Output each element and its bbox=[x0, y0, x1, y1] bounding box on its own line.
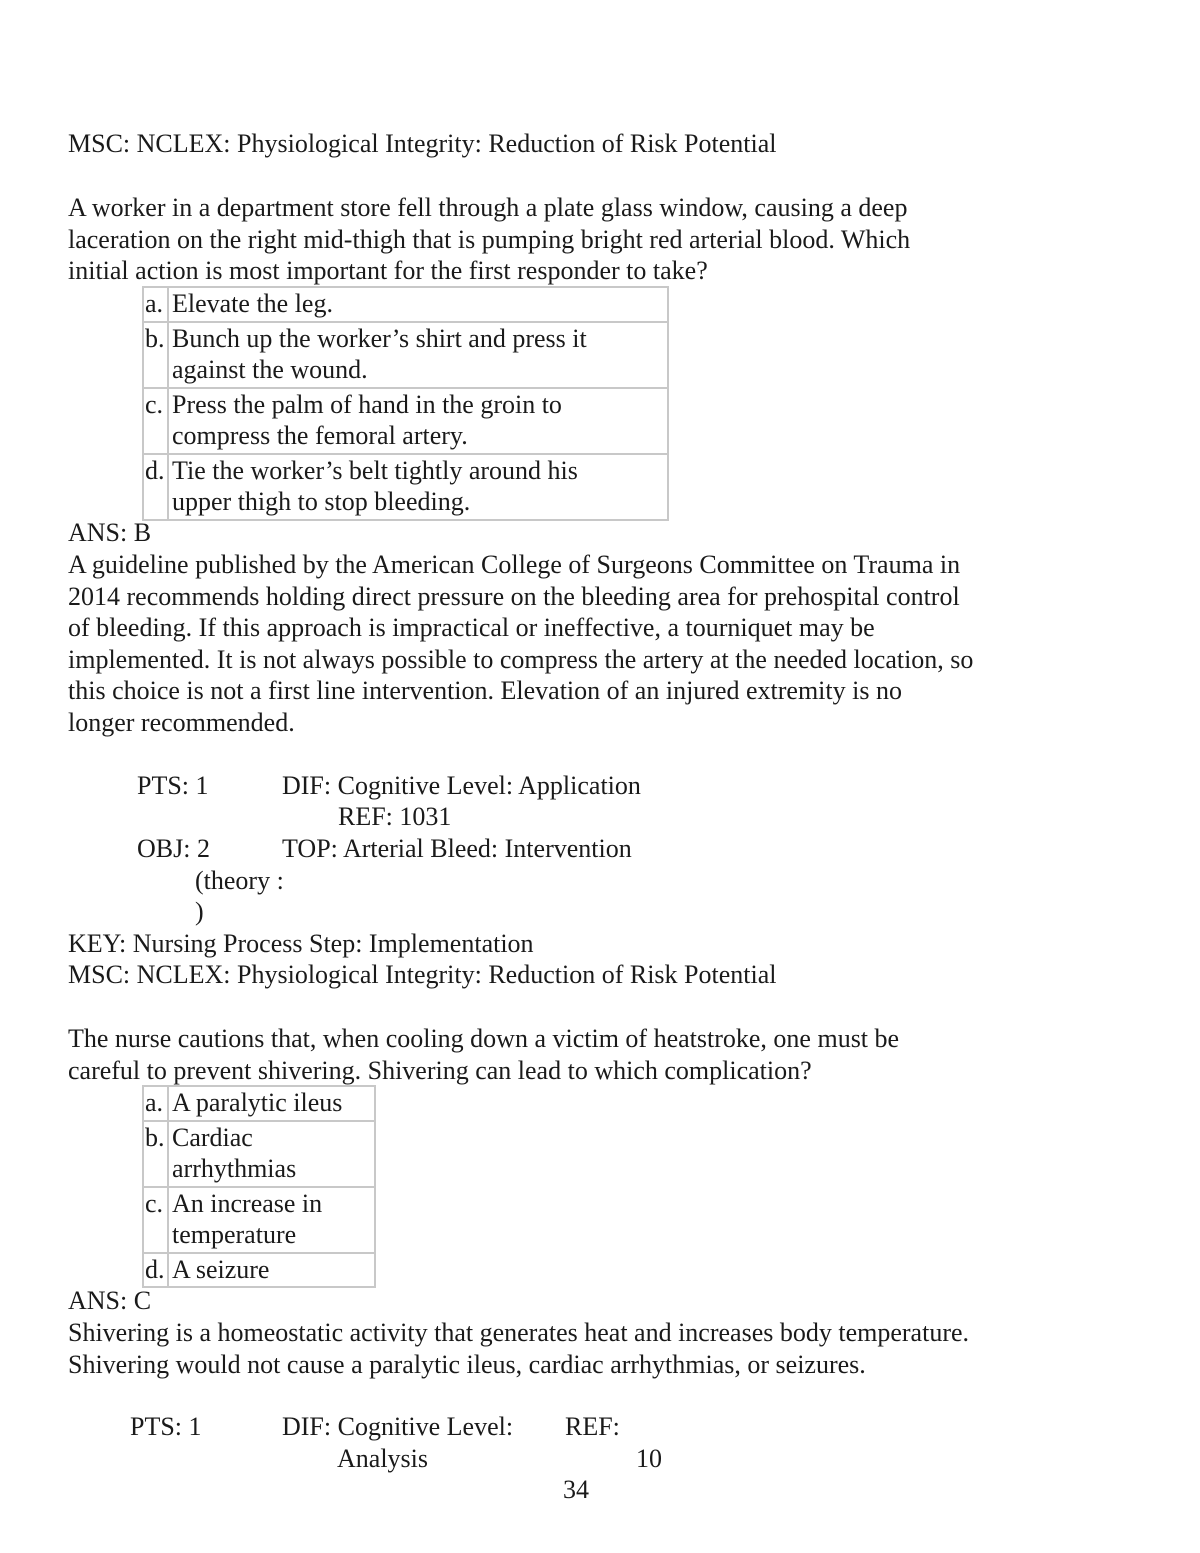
option-text: An increase in temperature bbox=[168, 1187, 375, 1253]
option-d[interactable] bbox=[143, 1253, 375, 1288]
pts-2: PTS: 1 bbox=[130, 1412, 202, 1441]
rationale-line: this choice is not a first line intervention. Elevation of an injured extremity is no bbox=[68, 676, 902, 705]
option-letter: a. bbox=[143, 1086, 168, 1121]
stem-line: The nurse cautions that, when cooling down a victim of heatstroke, one must be bbox=[68, 1024, 900, 1053]
rationale-2 bbox=[68, 1317, 1078, 1380]
question-2-stem bbox=[68, 1023, 1078, 1086]
question-1-options bbox=[142, 286, 669, 521]
stem-line: initial action is most important for the first responder to take? bbox=[68, 256, 708, 285]
option-text: Press the palm of hand in the groin to compress the femoral artery. bbox=[168, 388, 668, 454]
option-letter: b. bbox=[143, 322, 168, 388]
rationale-line: implemented. It is not always possible to compress the artery at the needed location, so bbox=[68, 644, 974, 674]
option-text: Tie the worker’s belt tightly around his upper thigh to stop bleeding. bbox=[168, 454, 668, 520]
ref-1: REF: 1031 bbox=[338, 802, 452, 831]
option-letter: d. bbox=[143, 1253, 168, 1288]
ref-2-value-cont: 34 bbox=[563, 1475, 589, 1504]
rationale-line: 2014 recommends holding direct pressure on the bleeding area for prehospital control bbox=[68, 581, 960, 611]
rationale-1 bbox=[68, 549, 1078, 738]
question-2-options bbox=[142, 1085, 376, 1288]
option-c[interactable] bbox=[143, 1187, 375, 1253]
option-d[interactable] bbox=[143, 454, 668, 520]
option-a[interactable] bbox=[143, 287, 668, 322]
answer-2: ANS: C bbox=[68, 1286, 152, 1315]
option-letter: c. bbox=[143, 1187, 168, 1253]
option-a[interactable] bbox=[143, 1086, 375, 1121]
option-text: Cardiac arrhythmias bbox=[168, 1121, 375, 1187]
question-1-stem bbox=[68, 192, 1078, 287]
option-letter: a. bbox=[143, 287, 168, 322]
dif-2: DIF: Cognitive Level: bbox=[282, 1412, 514, 1441]
stem-line: careful to prevent shivering. Shivering can lead to which complication? bbox=[68, 1055, 812, 1085]
option-letter: d. bbox=[143, 454, 168, 520]
stem-line: A worker in a department store fell through a plate glass window, causing a deep bbox=[68, 193, 908, 222]
answer-1: ANS: B bbox=[68, 518, 152, 547]
rationale-line: longer recommended. bbox=[68, 707, 295, 737]
option-b[interactable] bbox=[143, 322, 668, 388]
rationale-line: Shivering would not cause a paralytic ileus, cardiac arrhythmias, or seizures. bbox=[68, 1349, 866, 1379]
msc-1: MSC: NCLEX: Physiological Integrity: Reduction of Risk Potential bbox=[68, 960, 777, 989]
option-text: A seizure bbox=[168, 1253, 375, 1288]
option-letter: c. bbox=[143, 388, 168, 454]
theory-1: (theory : bbox=[195, 866, 284, 895]
obj-1: OBJ: 2 bbox=[137, 834, 210, 863]
option-c[interactable] bbox=[143, 388, 668, 454]
ref-2: REF: bbox=[565, 1412, 620, 1441]
msc-line-top: MSC: NCLEX: Physiological Integrity: Reduction of Risk Potential bbox=[68, 129, 777, 158]
dif-2-value: Analysis bbox=[337, 1444, 428, 1473]
rationale-line: Shivering is a homeostatic activity that generates heat and increases body temperature. bbox=[68, 1318, 970, 1347]
option-text: Elevate the leg. bbox=[168, 287, 668, 322]
dif-1: DIF: Cognitive Level: Application bbox=[282, 771, 641, 800]
rationale-line: of bleeding. If this approach is impractical or ineffective, a tourniquet may be bbox=[68, 613, 875, 642]
stem-line: laceration on the right mid-thigh that is pumping bright red arterial blood. Which bbox=[68, 224, 911, 254]
theory-1-close: ) bbox=[195, 897, 204, 926]
rationale-line: A guideline published by the American College of Surgeons Committee on Trauma in bbox=[68, 550, 961, 579]
key-1: KEY: Nursing Process Step: Implementation bbox=[68, 929, 534, 958]
option-letter: b. bbox=[143, 1121, 168, 1187]
ref-2-value: 10 bbox=[636, 1444, 662, 1473]
top-1: TOP: Arterial Bleed: Intervention bbox=[282, 834, 632, 863]
option-text: A paralytic ileus bbox=[168, 1086, 375, 1121]
option-b[interactable] bbox=[143, 1121, 375, 1187]
option-text: Bunch up the worker’s shirt and press it against the wound. bbox=[168, 322, 668, 388]
pts-1: PTS: 1 bbox=[137, 771, 209, 800]
